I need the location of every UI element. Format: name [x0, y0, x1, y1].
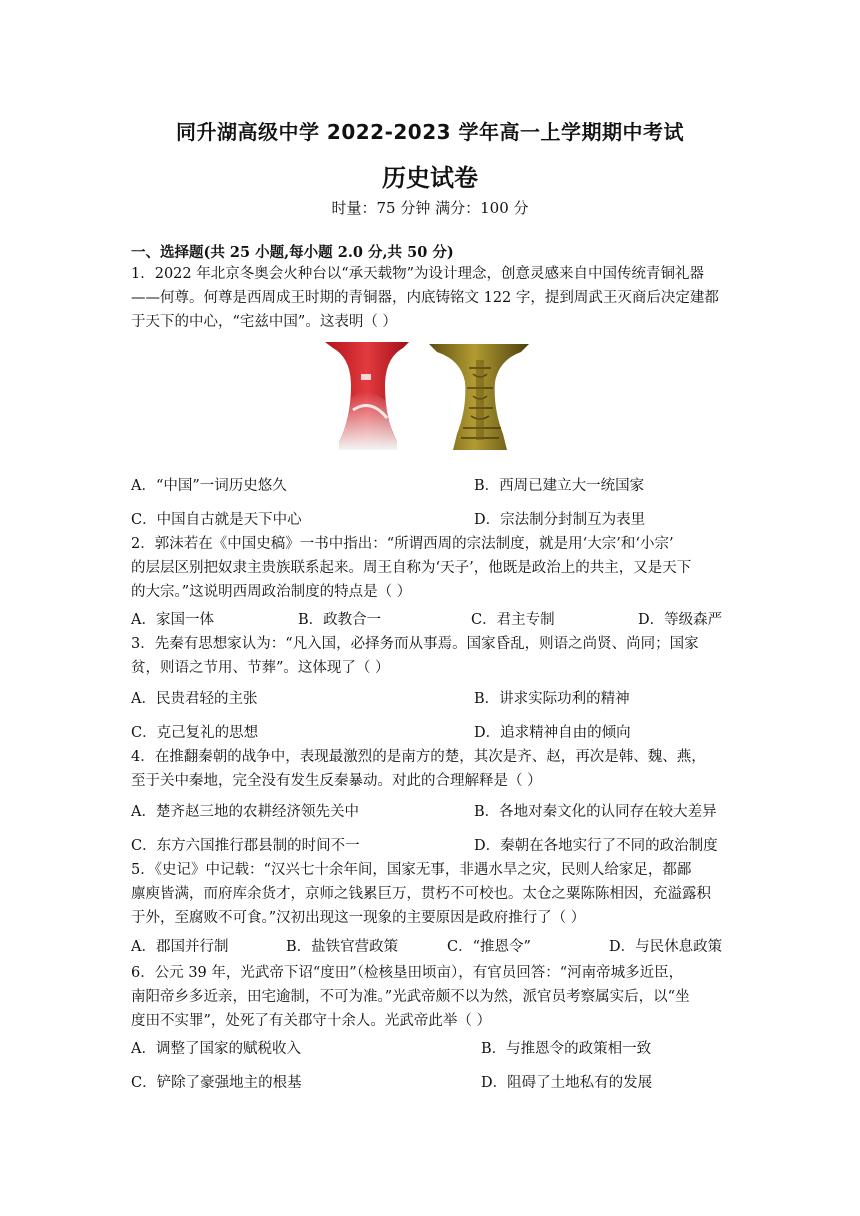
option-d[interactable]: D．追求精神自由的倾向	[474, 725, 631, 741]
option-b[interactable]: B．盐铁官营政策	[286, 939, 399, 955]
question-6-options	[131, 1037, 731, 1097]
option-c[interactable]: C．东方六国推行郡县制的时间不一	[131, 838, 360, 854]
question-1-options	[131, 474, 731, 534]
question-5-options	[131, 935, 731, 957]
he-zun-icon	[429, 344, 529, 450]
question-6	[131, 961, 731, 1033]
option-a[interactable]: A．民贵君轻的主张	[131, 691, 258, 707]
question-line: ——何尊。何尊是西周成王时期的青铜器，内底铸铭文 122 字，提到周武王灭商后决定建都	[131, 290, 719, 306]
option-a[interactable]: A．楚齐赵三地的农耕经济领先关中	[131, 804, 359, 820]
flame-stand-icon	[325, 342, 409, 450]
option-c[interactable]: C．君主专制	[471, 612, 555, 628]
option-b[interactable]: B．西周已建立大一统国家	[474, 478, 645, 494]
option-d[interactable]: D．与民休息政策	[609, 939, 723, 955]
section-heading: 一、选择题(共 25 小题,每小题 2.0 分,共 50 分)	[131, 244, 454, 261]
question-line: 至于关中秦地，完全没有发生反秦暴动。对此的合理解释是（ ）	[131, 773, 542, 789]
question-line: 2．郭沫若在《中国史稿》一书中指出：“所谓西周的宗法制度，就是用‘大宗’和‘小宗’	[131, 536, 674, 552]
option-a[interactable]: A．调整了国家的赋税收入	[131, 1041, 301, 1057]
subject-title: 历史试卷	[382, 164, 478, 192]
question-line: 5．《史记》中记载：“汉兴七十余年间，国家无事，非遇水旱之灾，民则人给家足，都鄙	[131, 862, 692, 878]
question-1	[131, 262, 731, 334]
option-b[interactable]: B．讲求实际功利的精神	[474, 691, 630, 707]
question-line: 6．公元 39 年，光武帝下诏“度田”（检核垦田顷亩），有官员回答：“河南帝城多近臣，	[131, 965, 684, 981]
option-d[interactable]: D．阻碍了土地私有的发展	[481, 1075, 653, 1091]
question-line: 4．在推翻秦朝的战争中，表现最激烈的是南方的楚，其次是齐、赵，再次是韩、魏、燕，	[131, 749, 706, 765]
exam-meta: 时量：75 分钟 满分：100 分	[331, 199, 529, 217]
question-3-options	[131, 687, 731, 747]
option-c[interactable]: C．克己复礼的思想	[131, 725, 259, 741]
option-c[interactable]: C．铲除了豪强地主的根基	[131, 1075, 302, 1091]
question-2	[131, 532, 731, 604]
question-line: 3．先秦有思想家认为：“凡入国，必择务而从事焉。国家昏乱，则语之尚贤、尚同；国家	[131, 636, 699, 652]
question-line: 度田不实罪”，处死了有关郡守十余人。光武帝此举（ ）	[131, 1013, 492, 1029]
question-line: 南阳帝乡多近亲，田宅逾制，不可为准。”光武帝颇不以为然，派官员考察属实后，以“坐	[131, 989, 690, 1005]
option-a[interactable]: A．“中国”一词历史悠久	[131, 478, 287, 494]
option-b[interactable]: B．各地对秦文化的认同存在较大差异	[474, 804, 717, 820]
figure-images	[323, 338, 535, 456]
question-line: 廪庾皆满，而府库余货才，京师之钱累巨万，贯朽不可校也。太仓之粟陈陈相因，充溢露积	[131, 886, 711, 902]
option-d[interactable]: D．等级森严	[638, 612, 723, 628]
question-5	[131, 858, 731, 930]
option-b[interactable]: B．与推恩令的政策相一致	[481, 1041, 652, 1057]
question-line: 的层层区别把奴隶主贵族联系起来。周王自称为‘天子’，他既是政治上的共主，又是天下	[131, 560, 692, 576]
question-line: 的大宗。”这说明西周政治制度的特点是（ ）	[131, 584, 412, 600]
option-c[interactable]: C．“推恩令”	[447, 939, 531, 955]
question-2-options	[131, 608, 731, 630]
option-d[interactable]: D．宗法制分封制互为表里	[474, 512, 646, 528]
question-line: 于外，至腐败不可食。”汉初出现这一现象的主要原因是政府推行了（ ）	[131, 910, 586, 926]
question-line: 于天下的中心，“宅兹中国”。这表明（ ）	[131, 314, 397, 330]
question-4	[131, 745, 731, 793]
question-4-options	[131, 800, 731, 860]
exam-title: 同升湖高级中学 2022-2023 学年高一上学期期中考试	[175, 120, 685, 144]
option-a[interactable]: A．家国一体	[131, 612, 214, 628]
option-a[interactable]: A．郡国并行制	[131, 939, 229, 955]
question-line: 1．2022 年北京冬奥会火种台以“承天载物”为设计理念，创意灵感来自中国传统青铜礼器	[131, 266, 705, 282]
option-b[interactable]: B．政教合一	[298, 612, 382, 628]
option-c[interactable]: C．中国自古就是天下中心	[131, 512, 302, 528]
question-line: 贫，则语之节用、节葬”。这体现了（ ）	[131, 660, 390, 676]
question-3	[131, 632, 731, 680]
question-1-figure	[323, 338, 535, 456]
option-d[interactable]: D．秦朝在各地实行了不同的政治制度	[474, 838, 718, 854]
